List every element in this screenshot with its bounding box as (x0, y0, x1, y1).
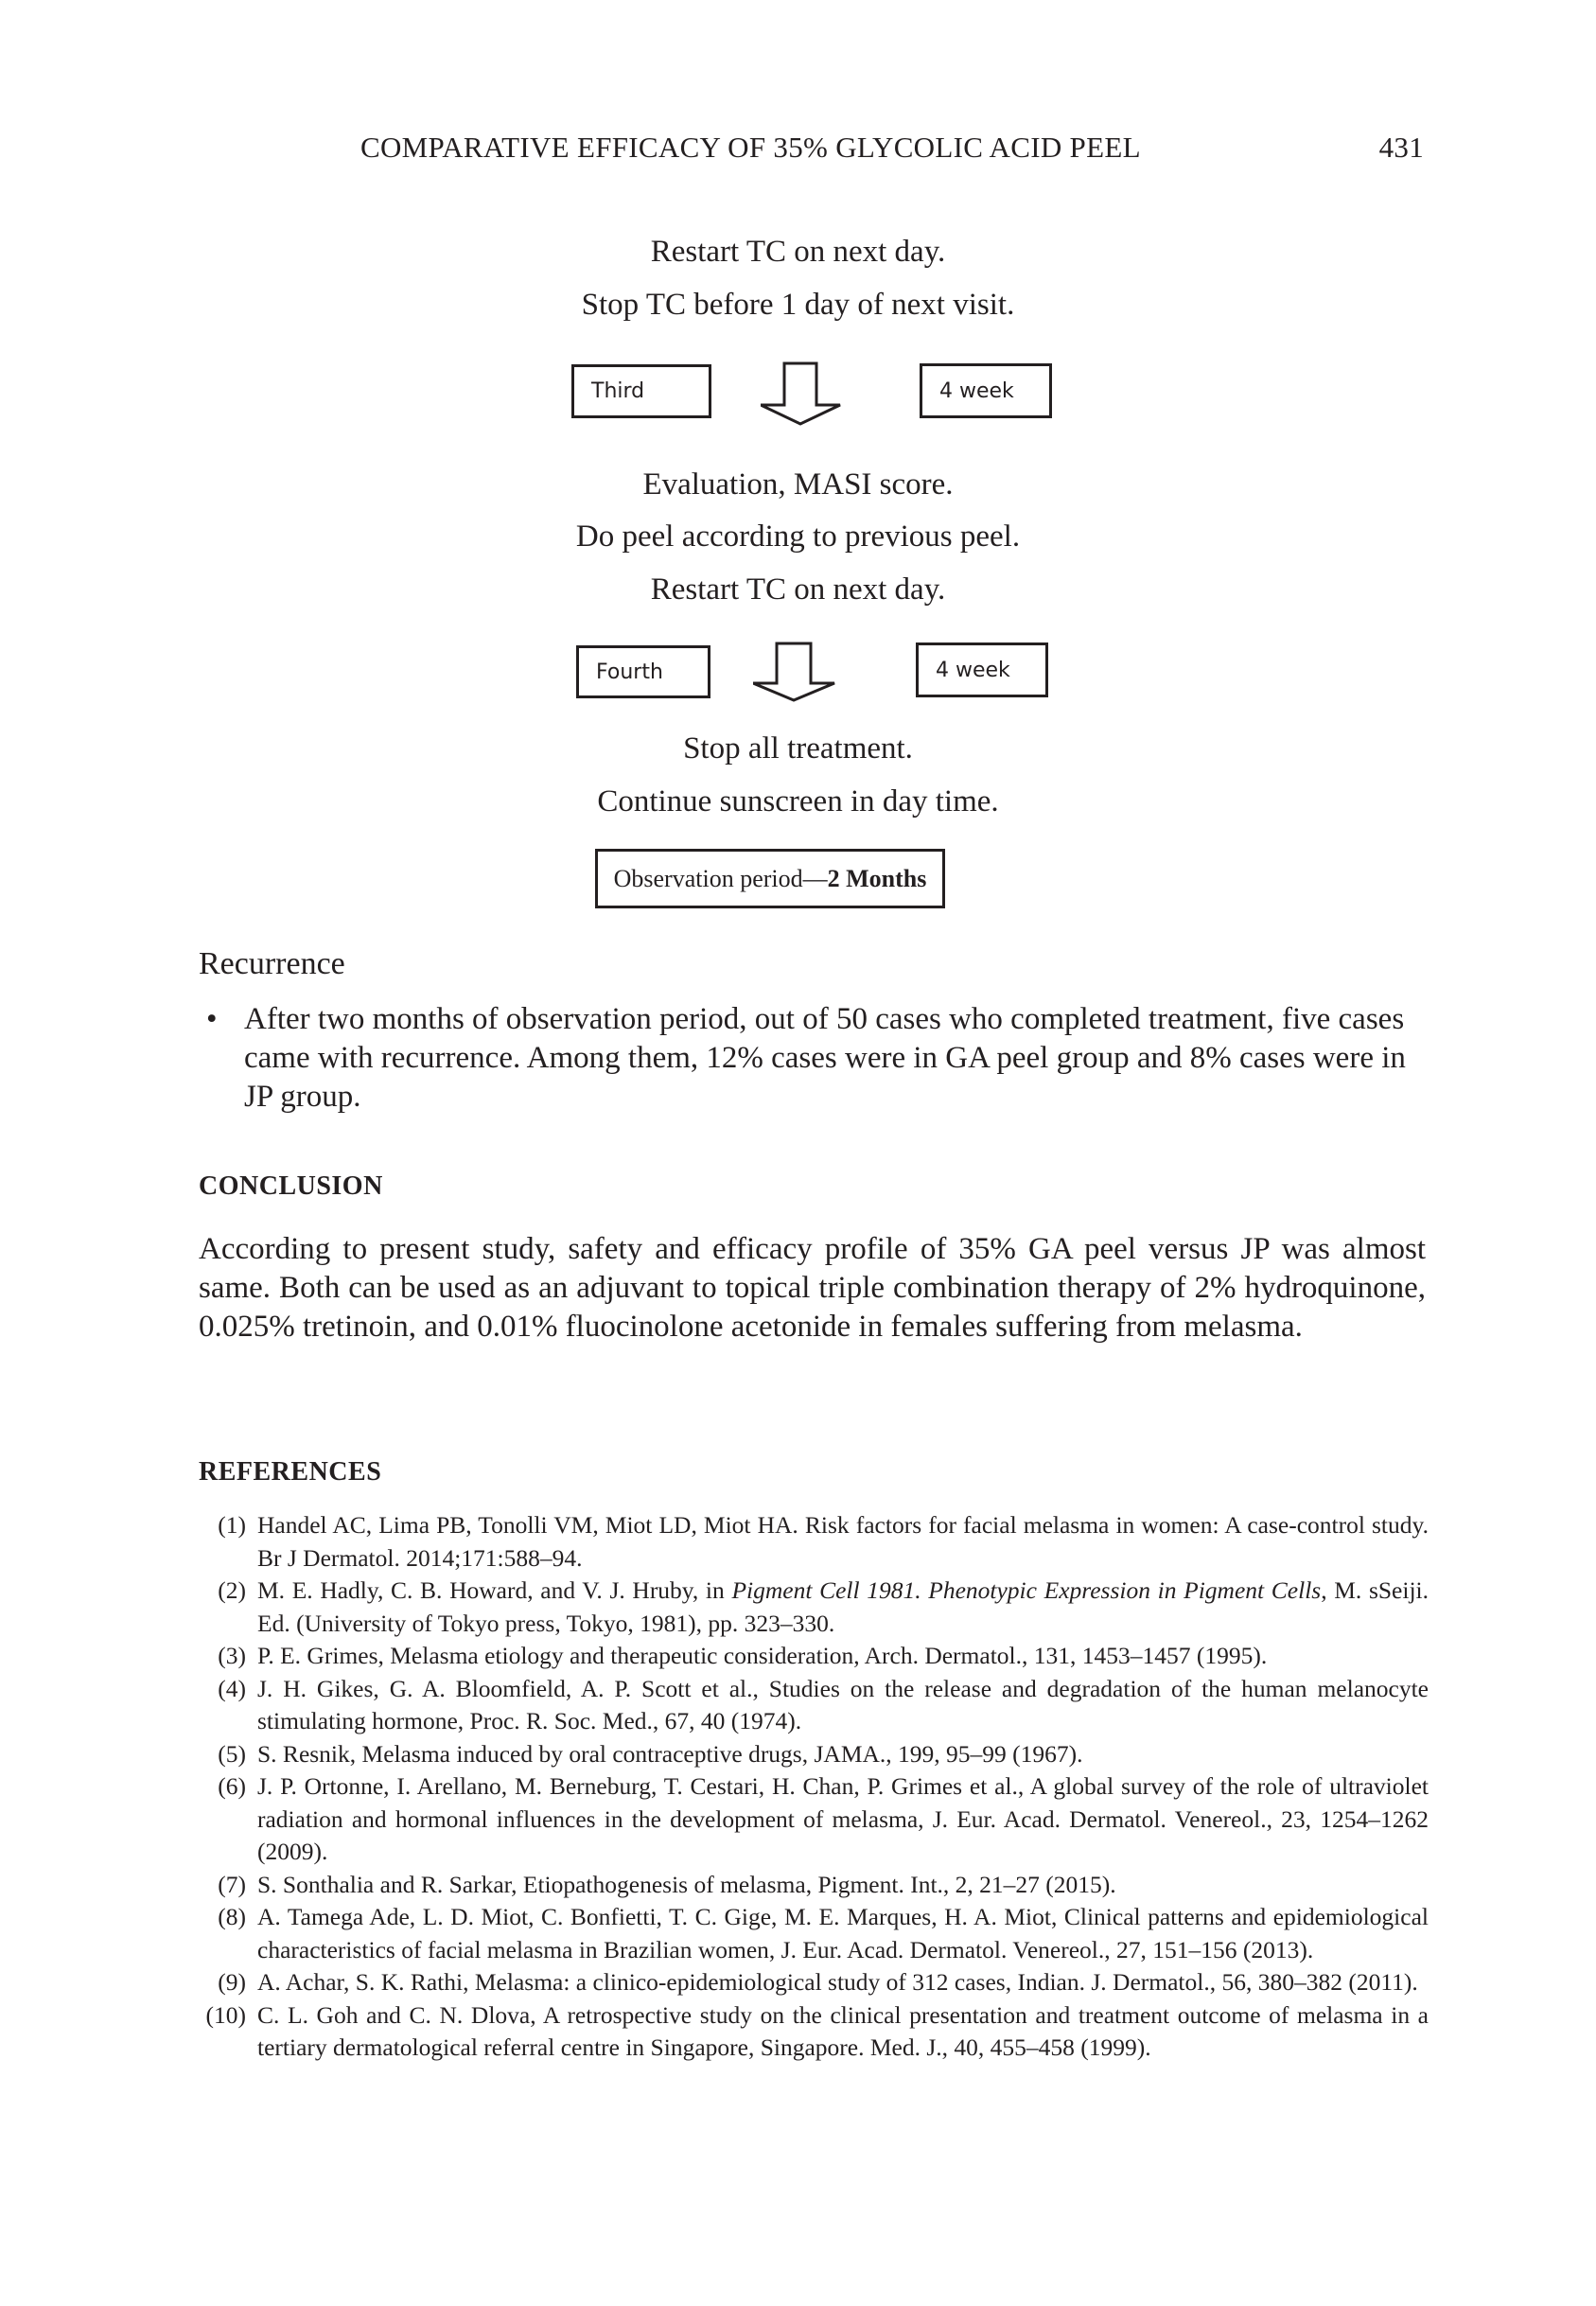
flow-text-line: Continue sunscreen in day time. (597, 784, 999, 819)
down-arrow-icon (761, 361, 855, 428)
section-heading-recurrence: Recurrence (199, 946, 345, 981)
reference-item: (1) Handel AC, Lima PB, Tonolli VM, Miot LD, Miot HA. Risk factors for facial melasma in women: A case-control study. Br J Dermatol. 2014;171:588–94. (218, 1511, 1429, 1572)
references-list (189, 1509, 1429, 2065)
interval-box (916, 643, 1048, 697)
page-number: 431 (1378, 131, 1424, 164)
down-arrow-icon (753, 642, 848, 704)
section-heading-conclusion: CONCLUSION (199, 1171, 383, 1201)
reference-item: (8) A. Tamega Ade, L. D. Miot, C. Bonfietti, T. C. Gige, M. E. Marques, H. A. Miot, Clinical patterns and epidemiological characteristics of facial melasma in Brazilian women, J. Eur. Acad. Dermatol. Venereol., 27, 151–156 (2013). (218, 1903, 1429, 1963)
flow-text-line: Restart TC on next day. (650, 235, 946, 269)
section-heading-references: REFERENCES (199, 1457, 382, 1487)
flow-text-line: Do peel according to previous peel. (575, 519, 1021, 554)
bullet-icon: • (206, 1002, 218, 1036)
reference-item: (10) C. L. Goh and C. N. Dlova, A retrospective study on the clinical presentation and treatment outcome of melasma in a tertiary dermatological referral centre in Singapore, Singapore. Med. J., 40, 455–458 (1999). (205, 2000, 1429, 2061)
book-title: Pigment Cell 1981. Phenotypic Expression in Pigment Cells (731, 1576, 1322, 1604)
reference-item: (2) M. E. Hadly, C. B. Howard, and V. J. Hruby, in Pigment Cell 1981. Phenotypic Expression in Pigment Cells, M. sSeiji. Ed. (University of Tokyo press, Tokyo, 1981), pp. 323–330. (218, 1576, 1429, 1637)
flow-text-line: Stop all treatment. (683, 731, 913, 766)
step-label: Fourth (596, 660, 663, 684)
reference-item: (3) P. E. Grimes, Melasma etiology and therapeutic consideration, Arch. Dermatol., 131, 1453–1457 (1995). (218, 1642, 1268, 1669)
step-third-box (571, 364, 711, 418)
flow-text-line: Evaluation, MASI score. (642, 467, 954, 502)
interval-box (920, 363, 1052, 418)
flow-text-line: Stop TC before 1 day of next visit. (581, 288, 1015, 322)
step-label: Third (591, 379, 645, 403)
reference-item: (4) J. H. Gikes, G. A. Bloomfield, A. P. Scott et al., Studies on the release and degradation of the human melanocyte stimulating hormone, Proc. R. Soc. Med., 67, 40 (1974). (218, 1674, 1429, 1734)
interval-label: 4 week (936, 658, 1010, 682)
reference-item: (7) S. Sonthalia and R. Sarkar, Etiopathogenesis of melasma, Pigment. Int., 2, 21–27 (2015). (218, 1870, 1116, 1898)
flow-text-line: Restart TC on next day. (650, 572, 946, 607)
conclusion-paragraph: According to present study, safety and efficacy profile of 35% GA peel versus JP was almost same. Both can be used as an adjuvant to topical triple combination therapy of 2% hydroquinone, 0.025% tretinoin, and 0.01% fluocinolone acetonide in females suffering from melasma. (199, 1232, 1426, 1344)
observation-period-box (595, 849, 945, 908)
observation-prefix: Observation period— (613, 864, 828, 892)
observation-duration: 2 Months (827, 864, 927, 892)
interval-label: 4 week (939, 378, 1014, 403)
reference-item: (5) S. Resnik, Melasma induced by oral contraceptive drugs, JAMA., 199, 95–99 (1967). (218, 1739, 1083, 1768)
running-title: COMPARATIVE EFFICACY OF 35% GLYCOLIC ACID PEEL (360, 131, 1141, 164)
recurrence-text: After two months of observation period, out of 50 cases who completed treatment, five cases came with recurrence. Among them, 12% cases were in GA peel group and 8% cases were in JP group. (244, 1002, 1406, 1114)
reference-item: (6) J. P. Ortonne, I. Arellano, M. Berneburg, T. Cestari, H. Chan, P. Grimes et al., A global survey of the role of ultraviolet radiation and hormonal influences in the development of melasma, J. Eur. Acad. Dermatol. Venereol., 23, 1254–1262 (2009). (218, 1772, 1429, 1865)
step-fourth-box (576, 645, 710, 698)
reference-item: (9) A. Achar, S. K. Rathi, Melasma: a clinico-epidemiological study of 312 cases, Indian. J. Dermatol., 56, 380–382 (2011). (218, 1968, 1418, 1996)
